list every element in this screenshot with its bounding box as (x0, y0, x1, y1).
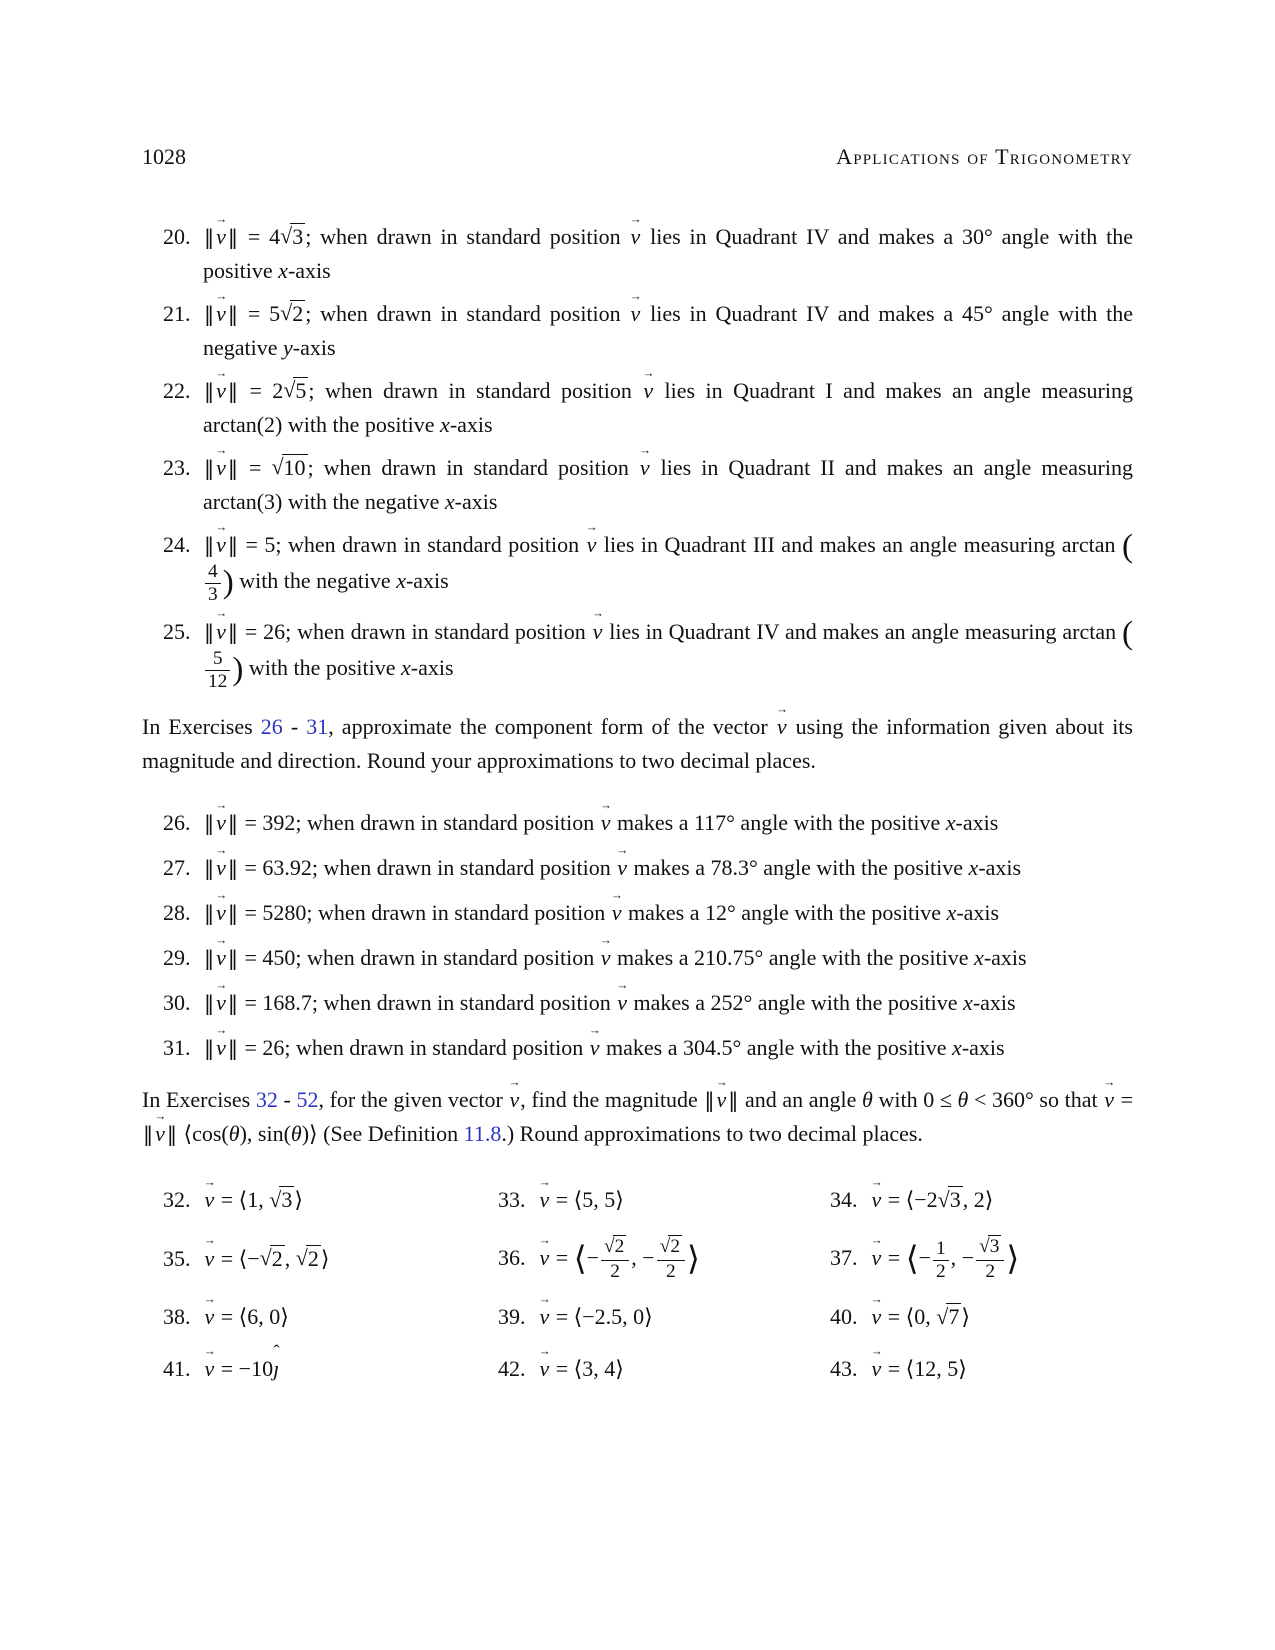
fraction-numerator: 5 (212, 647, 223, 669)
norm-bar: ‖ (227, 533, 239, 557)
big-delimiter: ( (1122, 528, 1133, 565)
norm-bar: ‖ (704, 1088, 715, 1113)
exercise-text: v → = ⟨− $\frac{√2}{2}$ , − $\frac{√2}{2}$ ⟩ (539, 1245, 700, 1270)
exercise-23 (142, 451, 1133, 519)
math-variable: x (952, 1035, 962, 1061)
math-vector: v → (592, 615, 604, 649)
exercise-32 (163, 1183, 498, 1217)
math-vector: v → (204, 1242, 216, 1276)
math-vector: v → (539, 1183, 551, 1217)
math-vector: v → (600, 941, 612, 975)
page-header (142, 140, 1133, 174)
exercise-text: ‖v →‖ = 392; when drawn in standard position v → makes a 117° angle with the positive x-axis (203, 810, 998, 835)
exercise-number: 38. (163, 1304, 191, 1330)
math-vector: v → (215, 1031, 227, 1065)
exercise-text: v → = ⟨12, 5⟩ (871, 1356, 967, 1381)
exercise-text: ‖v →‖ = 26; when drawn in standard position v → makes a 304.5° angle with the positive x-axis (203, 1035, 1005, 1060)
exercise-24 (142, 528, 1133, 606)
math-vector: v → (589, 1031, 601, 1065)
math-vector: v → (215, 986, 227, 1020)
math-vector: v → (630, 220, 642, 254)
ref-link[interactable]: 32 (255, 1087, 278, 1113)
norm-bar: ‖ (728, 1088, 739, 1113)
math-vector: v → (611, 896, 623, 930)
big-delimiter: ( (1121, 615, 1133, 652)
math-vector: v → (539, 1241, 551, 1275)
math-vector: v → (539, 1352, 551, 1386)
fraction-numerator (601, 1235, 629, 1260)
exercise-text: v → = ⟨−2√3, 2⟩ (871, 1187, 994, 1212)
norm-bar: ‖ (204, 302, 215, 326)
math-vector: v → (871, 1300, 883, 1334)
exercise-20 (142, 220, 1133, 288)
exercise-number: 32. (163, 1187, 191, 1213)
math-vector-norm (203, 455, 239, 480)
big-delimiter: ⟩ (1006, 1241, 1020, 1278)
norm-bar: ‖ (204, 991, 215, 1016)
math-sqrt: √2 (603, 1235, 625, 1258)
exercise-list-20-25 (142, 220, 1133, 692)
math-sqrt: √10 (271, 454, 306, 480)
exercise-text: v → = ⟨−2.5, 0⟩ (539, 1304, 653, 1329)
exercise-number: 23. (163, 455, 191, 480)
norm-bar: ‖ (227, 811, 239, 836)
exercise-text: ‖v →‖ = 4√3; when drawn in standard position v → lies in Quadrant IV and makes a 30° angle with the positive x-axis (203, 224, 1133, 283)
exercise-40 (830, 1300, 1133, 1334)
math-variable: x (968, 855, 979, 881)
math-variable: x (974, 945, 984, 971)
big-delimiter: ⟩ (687, 1241, 700, 1278)
exercise-25 (142, 615, 1133, 693)
math-sqrt: √2 (659, 1235, 681, 1258)
exercise-number: 42. (498, 1356, 526, 1382)
exercise-number: 33. (498, 1187, 526, 1213)
math-fraction (205, 562, 221, 606)
math-jhat: ȷ ˆ (273, 1352, 279, 1386)
exercise-text: ‖v →‖ = 5; when drawn in standard position v → lies in Quadrant III and makes an angle measuring arctan ( $\frac{4}{3}$ ) with the negative x-axis (203, 532, 1133, 593)
exercise-number: 39. (498, 1304, 526, 1330)
math-vector: v → (215, 374, 227, 408)
exercise-number: 22. (163, 378, 191, 403)
exercise-number: 36. (498, 1245, 526, 1271)
math-vector: v → (215, 615, 227, 649)
exercise-list-26-31 (142, 806, 1133, 1065)
exercise-38 (163, 1300, 498, 1334)
math-variable: θ (957, 1087, 969, 1113)
math-vector-norm (203, 855, 239, 880)
norm-bar: ‖ (166, 1122, 178, 1147)
math-variable: x (440, 412, 450, 437)
math-vector-norm (142, 1121, 178, 1146)
exercise-number: 35. (163, 1245, 191, 1271)
fraction-denominator: 2 (933, 1260, 949, 1282)
exercise-text: v → = ⟨6, 0⟩ (204, 1304, 289, 1329)
exercise-text: ‖v →‖ = 168.7; when drawn in standard position v → makes a 252° angle with the positive x-axis (203, 990, 1016, 1015)
exercise-30 (142, 986, 1133, 1020)
norm-bar: ‖ (227, 1036, 239, 1061)
exercise-text: ‖v →‖ = √10; when drawn in standard position v → lies in Quadrant II and makes an angle measuring arctan(3) with the negative x-axis (203, 455, 1133, 514)
intro-32-52: In Exercises 32 - 52, for the given vector v →, find the magnitude ‖v →‖ and an angle θ with 0 ≤ θ < 360° so that v → = ‖v →‖ ⟨cos(θ), sin(θ)⟩ (See Definition 11.8.) Round approximations to two decimal places. (142, 1083, 1133, 1151)
math-variable: x (401, 654, 411, 680)
exercise-text: v → = −10ȷ ˆ (204, 1356, 280, 1381)
ref-link[interactable]: 26 (260, 714, 283, 740)
norm-bar: ‖ (204, 856, 215, 881)
exercise-number: 24. (163, 532, 191, 557)
exercise-21 (142, 297, 1133, 365)
math-vector: v → (215, 941, 227, 975)
math-vector: v → (639, 451, 651, 485)
math-variable: x (444, 489, 455, 514)
exercise-39 (498, 1300, 830, 1334)
exercise-number: 43. (830, 1356, 858, 1382)
math-vector: v → (508, 1083, 520, 1117)
math-vector: v → (215, 851, 227, 885)
norm-bar: ‖ (227, 302, 239, 326)
fraction-numerator (657, 1235, 685, 1260)
exercise-number: 40. (830, 1304, 858, 1330)
math-vector: v → (616, 986, 628, 1020)
math-vector-norm (203, 945, 239, 970)
math-fraction (601, 1235, 629, 1282)
norm-bar: ‖ (204, 533, 215, 557)
exercise-number: 31. (163, 1035, 191, 1061)
math-vector-norm (203, 224, 239, 249)
norm-bar: ‖ (204, 379, 215, 403)
exercise-text: v → = ⟨−√2, √2⟩ (204, 1246, 330, 1271)
math-vector: v → (215, 806, 227, 840)
math-vector: v → (642, 374, 654, 408)
math-sqrt: √3 (269, 1186, 293, 1213)
norm-bar: ‖ (227, 991, 239, 1016)
exercise-text: v → = ⟨− $\frac{1}{2}$ , − $\frac{√3}{2}$ ⟩ (871, 1245, 1020, 1270)
norm-bar: ‖ (143, 1122, 154, 1147)
math-variable: y (283, 335, 293, 360)
math-vector: v → (600, 806, 612, 840)
math-vector-norm (203, 532, 239, 557)
math-sqrt: √7 (936, 1303, 960, 1330)
math-vector: v → (1103, 1083, 1115, 1117)
exercise-28 (142, 896, 1133, 930)
math-vector: v → (776, 710, 788, 744)
math-vector-norm (203, 810, 239, 835)
math-variable: x (945, 810, 956, 836)
math-vector: v → (716, 1083, 728, 1117)
fraction-numerator (976, 1235, 1004, 1260)
math-vector: v → (215, 451, 227, 485)
math-variable: θ (228, 1121, 240, 1147)
exercise-31 (142, 1031, 1133, 1065)
math-vector: v → (215, 297, 227, 331)
exercise-36 (498, 1235, 830, 1282)
math-variable: x (946, 900, 957, 926)
math-vector: v → (871, 1352, 883, 1386)
math-vector-norm (203, 619, 239, 644)
exercise-text: ‖v →‖ = 450; when drawn in standard position v → makes a 210.75° angle with the positive x-axis (203, 945, 1027, 970)
math-fraction (657, 1235, 685, 1282)
math-vector-norm (703, 1087, 739, 1112)
math-fraction (205, 649, 230, 693)
math-vector: v → (154, 1117, 166, 1151)
exercise-number: 29. (163, 945, 191, 971)
math-vector-norm (203, 378, 239, 403)
exercise-22 (142, 374, 1133, 442)
page-number: 1028 (142, 144, 186, 169)
math-vector: v → (204, 1183, 216, 1217)
ref-link[interactable]: 11.8 (463, 1121, 502, 1147)
math-vector-norm (203, 301, 239, 326)
fraction-numerator: 1 (935, 1237, 946, 1259)
norm-bar: ‖ (204, 1036, 215, 1061)
exercise-grid-32-43 (142, 1183, 1133, 1386)
math-vector: v → (586, 528, 598, 562)
math-variable: θ (290, 1121, 302, 1147)
math-sqrt: √5 (283, 377, 307, 403)
exercise-number: 30. (163, 990, 191, 1016)
exercise-text: ‖v →‖ = 26; when drawn in standard position v → lies in Quadrant IV and makes an angle measuring arctan ( $\frac{5}{12}$ ) with the positive x-axis (203, 619, 1133, 680)
fraction-numerator: 4 (208, 561, 218, 582)
math-fraction (933, 1239, 949, 1283)
exercise-text: ‖v →‖ = 5280; when drawn in standard position v → makes a 12° angle with the positive x-axis (203, 900, 999, 925)
norm-bar: ‖ (204, 225, 215, 249)
math-variable: x (963, 990, 973, 1016)
exercise-text: v → = ⟨0, √7⟩ (871, 1304, 970, 1329)
math-vector: v → (630, 297, 642, 331)
intro-26-31: In Exercises 26 - 31, approximate the component form of the vector v → using the information given about its magnitude and direction. Round your approximations to two decimal places. (142, 710, 1133, 778)
big-delimiter: ⟨ (905, 1241, 919, 1278)
exercise-33 (498, 1183, 830, 1217)
exercise-number: 26. (163, 810, 191, 836)
norm-bar: ‖ (204, 811, 215, 836)
math-sqrt: √3 (979, 1235, 1000, 1258)
ref-link[interactable]: 52 (296, 1087, 319, 1113)
exercise-text: v → = ⟨1, √3⟩ (204, 1187, 303, 1212)
exercise-text: ‖v →‖ = 2√5; when drawn in standard position v → lies in Quadrant I and makes an angle measuring arctan(2) with the positive x-axis (203, 378, 1133, 437)
math-variable: θ (862, 1087, 873, 1113)
exercise-43 (830, 1352, 1133, 1386)
exercise-number: 27. (163, 855, 191, 881)
norm-bar: ‖ (204, 456, 215, 480)
math-vector: v → (871, 1241, 883, 1275)
math-vector-norm (203, 990, 239, 1015)
math-vector-norm (203, 900, 239, 925)
fraction-denominator: 12 (205, 670, 230, 692)
math-vector: v → (616, 851, 628, 885)
norm-bar: ‖ (227, 225, 239, 249)
exercise-42 (498, 1352, 830, 1386)
big-delimiter: ) (222, 564, 234, 601)
exercise-35 (163, 1242, 498, 1276)
norm-bar: ‖ (227, 379, 239, 403)
math-vector: v → (215, 528, 227, 562)
math-sqrt: √2 (259, 1245, 283, 1271)
math-sqrt: √3 (280, 223, 304, 249)
math-variable: x (278, 258, 288, 283)
norm-bar: ‖ (227, 856, 239, 881)
big-delimiter: ⟨ (573, 1241, 587, 1278)
math-vector: v → (204, 1300, 216, 1334)
math-sqrt: √2 (295, 1245, 319, 1271)
math-vector-norm (203, 1035, 239, 1060)
exercise-41 (163, 1352, 498, 1386)
norm-bar: ‖ (227, 901, 239, 926)
norm-bar: ‖ (204, 946, 215, 971)
exercise-text: ‖v →‖ = 63.92; when drawn in standard position v → makes a 78.3° angle with the positive x-axis (203, 855, 1021, 880)
exercise-26 (142, 806, 1133, 840)
exercise-text: v → = ⟨3, 4⟩ (539, 1356, 624, 1381)
exercise-number: 41. (163, 1356, 191, 1382)
running-head: Applications of Trigonometry (836, 144, 1133, 169)
math-vector: v → (215, 896, 227, 930)
exercise-number: 21. (163, 301, 191, 326)
math-vector: v → (871, 1183, 883, 1217)
exercise-text: ‖v →‖ = 5√2; when drawn in standard position v → lies in Quadrant IV and makes a 45° angle with the negative y-axis (203, 301, 1133, 360)
norm-bar: ‖ (204, 901, 215, 926)
exercise-27 (142, 851, 1133, 885)
exercise-text: v → = ⟨5, 5⟩ (539, 1187, 624, 1212)
exercise-34 (830, 1183, 1133, 1217)
math-variable: x (396, 568, 406, 594)
exercise-37 (830, 1235, 1133, 1282)
exercise-number: 25. (163, 618, 191, 644)
big-delimiter: ) (232, 651, 244, 688)
fraction-denominator: 2 (657, 1260, 685, 1282)
norm-bar: ‖ (227, 456, 239, 480)
ref-link[interactable]: 31 (306, 714, 329, 740)
norm-bar: ‖ (227, 946, 239, 971)
exercise-number: 28. (163, 900, 191, 926)
fraction-denominator: 3 (205, 583, 221, 605)
exercise-number: 20. (163, 224, 191, 249)
exercise-29 (142, 941, 1133, 975)
fraction-denominator: 2 (601, 1260, 629, 1282)
math-sqrt: √2 (280, 300, 304, 326)
exercise-number: 37. (830, 1245, 858, 1271)
norm-bar: ‖ (227, 619, 239, 644)
math-vector: v → (204, 1352, 216, 1386)
exercise-number: 34. (830, 1187, 858, 1213)
math-sqrt: √3 (937, 1186, 961, 1213)
math-fraction (976, 1235, 1004, 1282)
fraction-denominator: 2 (976, 1260, 1004, 1282)
norm-bar: ‖ (204, 619, 215, 644)
math-vector: v → (539, 1300, 551, 1334)
math-vector: v → (215, 220, 227, 254)
